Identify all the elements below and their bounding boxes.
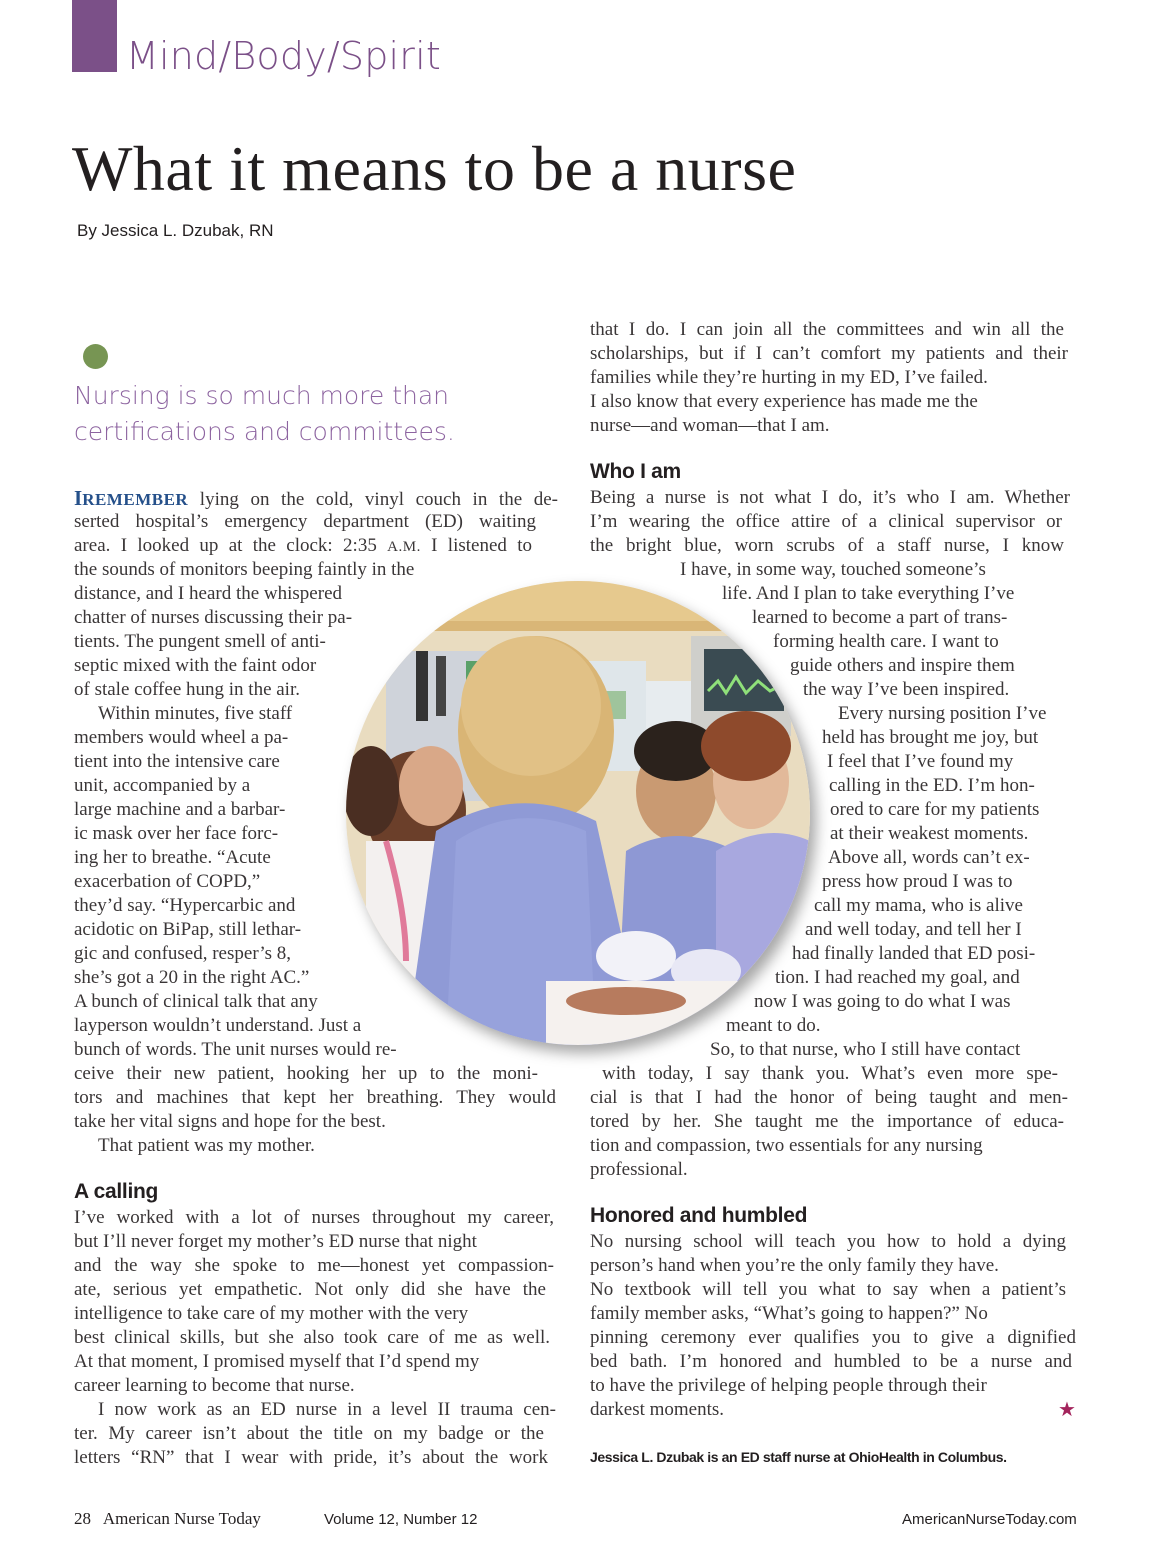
body-line: now I was going to do what I was bbox=[754, 991, 1011, 1012]
body-line: career learning to become that nurse. bbox=[74, 1375, 355, 1396]
body-line: At that moment, I promised myself that I’d spend my bbox=[74, 1351, 480, 1372]
body-line: family member asks, “What’s going to happen?” No bbox=[590, 1303, 988, 1324]
body-line: layperson wouldn’t understand. Just a bbox=[74, 1015, 362, 1036]
body-line: tors and machines that kept her breathing. They would bbox=[74, 1087, 556, 1108]
body-line: the bright blue, worn scrubs of a staff nurse, I know bbox=[590, 535, 1064, 556]
deck-line: Nursing is so much more than bbox=[74, 381, 450, 410]
body-line: they’d say. “Hypercarbic and bbox=[74, 895, 296, 916]
page-number: 28 bbox=[74, 1509, 91, 1528]
photo-illustration bbox=[346, 581, 810, 1045]
body-line: families while they’re hurting in my ED, I’ve failed. bbox=[590, 367, 988, 388]
body-line: calling in the ED. I’m hon- bbox=[829, 775, 1035, 796]
body-line: acidotic on BiPap, still lethar- bbox=[74, 919, 302, 940]
body-line: but I’ll never forget my mother’s ED nurse that night bbox=[74, 1231, 477, 1252]
body-line: best clinical skills, but she also took care of me as well. bbox=[74, 1327, 550, 1348]
body-line: she’s got a 20 in the right AC.” bbox=[74, 967, 310, 988]
body-line: forming health care. I want to bbox=[773, 631, 999, 652]
body-line: IREMEMBER lying on the cold, vinyl couch in the de- bbox=[74, 486, 558, 510]
body-line: No nursing school will teach you how to hold a dying bbox=[590, 1231, 1066, 1252]
body-line: of stale coffee hung in the air. bbox=[74, 679, 300, 700]
body-line: bunch of words. The unit nurses would re- bbox=[74, 1039, 397, 1060]
article-title: What it means to be a nurse bbox=[72, 133, 797, 204]
subheading-honored-and-humbled: Honored and humbled bbox=[590, 1204, 808, 1227]
body-line: I’ve worked with a lot of nurses throughout my career, bbox=[74, 1207, 554, 1228]
body-line: gic and confused, resper’s 8, bbox=[74, 943, 292, 964]
body-line: with today, I say thank you. What’s even more spe- bbox=[602, 1063, 1058, 1084]
body-line: members would wheel a pa- bbox=[74, 727, 289, 748]
byline: By Jessica L. Dzubak, RN bbox=[77, 221, 274, 240]
body-line: chatter of nurses discussing their pa- bbox=[74, 607, 353, 628]
end-star-icon: ★ bbox=[1058, 1399, 1076, 1421]
magazine-name: American Nurse Today bbox=[102, 1509, 261, 1528]
body-line: tion and compassion, two essentials for any nursing bbox=[590, 1135, 983, 1156]
body-line: pinning ceremony ever qualifies you to give a dignified bbox=[590, 1327, 1076, 1348]
body-line: scholarships, but if I can’t comfort my patients and their bbox=[590, 343, 1068, 364]
subheading-who-i-am: Who I am bbox=[590, 460, 681, 483]
body-line: cial is that I had the honor of being taught and men- bbox=[590, 1087, 1068, 1108]
body-line: No textbook will tell you what to say when a patient’s bbox=[590, 1279, 1066, 1300]
issue-info: Volume 12, Number 12 bbox=[324, 1511, 478, 1528]
body-line: had finally landed that ED posi- bbox=[792, 943, 1036, 964]
body-line: the sounds of monitors beeping faintly in the bbox=[74, 559, 415, 580]
body-line: distance, and I heard the whispered bbox=[74, 583, 343, 604]
section-title: Mind/Body/Spirit bbox=[126, 34, 441, 78]
body-line: the way I’ve been inspired. bbox=[803, 679, 1010, 700]
website-link[interactable]: AmericanNurseToday.com bbox=[902, 1511, 1077, 1528]
body-line: life. And I plan to take everything I’ve bbox=[722, 583, 1015, 604]
body-line: tient into the intensive care bbox=[74, 751, 280, 772]
body-line: Being a nurse is not what I do, it’s who I am. Whether bbox=[590, 487, 1070, 508]
body-line: exacerbation of COPD,” bbox=[74, 871, 261, 892]
body-line: I now work as an ED nurse in a level II trauma cen- bbox=[98, 1399, 556, 1420]
body-line: I’m wearing the office attire of a clinical supervisor or bbox=[590, 511, 1062, 532]
body-line: ing her to breathe. “Acute bbox=[74, 847, 271, 868]
body-line: nurse—and woman—that I am. bbox=[590, 415, 830, 436]
bullet-dot-icon bbox=[83, 344, 108, 369]
body-line: professional. bbox=[590, 1159, 688, 1180]
body-line: tients. The pungent smell of anti- bbox=[74, 631, 326, 652]
body-line: tored by her. She taught me the importance of educa- bbox=[590, 1111, 1064, 1132]
subheading-a-calling: A calling bbox=[74, 1180, 159, 1203]
drop-cap: I bbox=[74, 486, 83, 510]
body-line: that I do. I can join all the committees and win all the bbox=[590, 319, 1064, 340]
body-line: Within minutes, five staff bbox=[98, 703, 293, 724]
body-line: ter. My career isn’t about the title on my badge or the bbox=[74, 1423, 544, 1444]
body-line: call my mama, who is alive bbox=[814, 895, 1023, 916]
body-line: ceive their new patient, hooking her up to the moni- bbox=[74, 1063, 538, 1084]
nurses-team-photo bbox=[346, 581, 810, 1045]
body-line: person’s hand when you’re the only family they have. bbox=[590, 1255, 999, 1276]
body-line: press how proud I was to bbox=[822, 871, 1013, 892]
body-line: bed bath. I’m honored and humbled to be a nurse and bbox=[590, 1351, 1072, 1372]
section-color-bar bbox=[72, 0, 117, 72]
body-line: letters “RN” that I wear with pride, it’s about the work bbox=[74, 1447, 548, 1468]
body-line: Every nursing position I’ve bbox=[838, 703, 1047, 724]
body-line: So, to that nurse, who I still have contact bbox=[710, 1039, 1021, 1060]
body-line: I have, in some way, touched someone’s bbox=[680, 559, 986, 580]
body-line: learned to become a part of trans- bbox=[752, 607, 1008, 628]
body-line: meant to do. bbox=[726, 1015, 821, 1036]
body-line: large machine and a barbar- bbox=[74, 799, 286, 820]
body-line: serted hospital’s emergency department (ED) waiting bbox=[74, 511, 536, 532]
body-line: intelligence to take care of my mother with the very bbox=[74, 1303, 469, 1324]
body-line: and well today, and tell her I bbox=[805, 919, 1022, 940]
body-line: A bunch of clinical talk that any bbox=[74, 991, 318, 1012]
body-line: guide others and inspire them bbox=[790, 655, 1015, 676]
body-line: at their weakest moments. bbox=[830, 823, 1029, 844]
footer-left bbox=[74, 1509, 261, 1529]
deck-line: certifications and committees. bbox=[74, 417, 455, 446]
lead-in: REMEMBER bbox=[82, 490, 189, 509]
body-line: ored to care for my patients bbox=[830, 799, 1040, 820]
body-line: tion. I had reached my goal, and bbox=[775, 967, 1020, 988]
body-line: I feel that I’ve found my bbox=[827, 751, 1014, 772]
body-line: That patient was my mother. bbox=[98, 1135, 315, 1156]
deck bbox=[74, 378, 455, 450]
body-line: ic mask over her face forc- bbox=[74, 823, 279, 844]
body-line: held has brought me joy, but bbox=[822, 727, 1039, 748]
author-bio: Jessica L. Dzubak is an ED staff nurse at OhioHealth in Columbus. bbox=[590, 1449, 1007, 1465]
body-line: ate, serious yet empathetic. Not only did she have the bbox=[74, 1279, 546, 1300]
body-line: area. I looked up at the clock: 2:35 A.M. I listened to bbox=[74, 535, 533, 556]
body-line: unit, accompanied by a bbox=[74, 775, 251, 796]
body-line: darkest moments. bbox=[590, 1399, 725, 1420]
body-line: take her vital signs and hope for the best. bbox=[74, 1111, 386, 1132]
body-line: Above all, words can’t ex- bbox=[828, 847, 1030, 868]
body-line: septic mixed with the faint odor bbox=[74, 655, 317, 676]
body-line: to have the privilege of helping people through their bbox=[590, 1375, 987, 1396]
body-line: and the way she spoke to me—honest yet compassion- bbox=[74, 1255, 554, 1276]
body-line: I also know that every experience has made me the bbox=[590, 391, 978, 412]
